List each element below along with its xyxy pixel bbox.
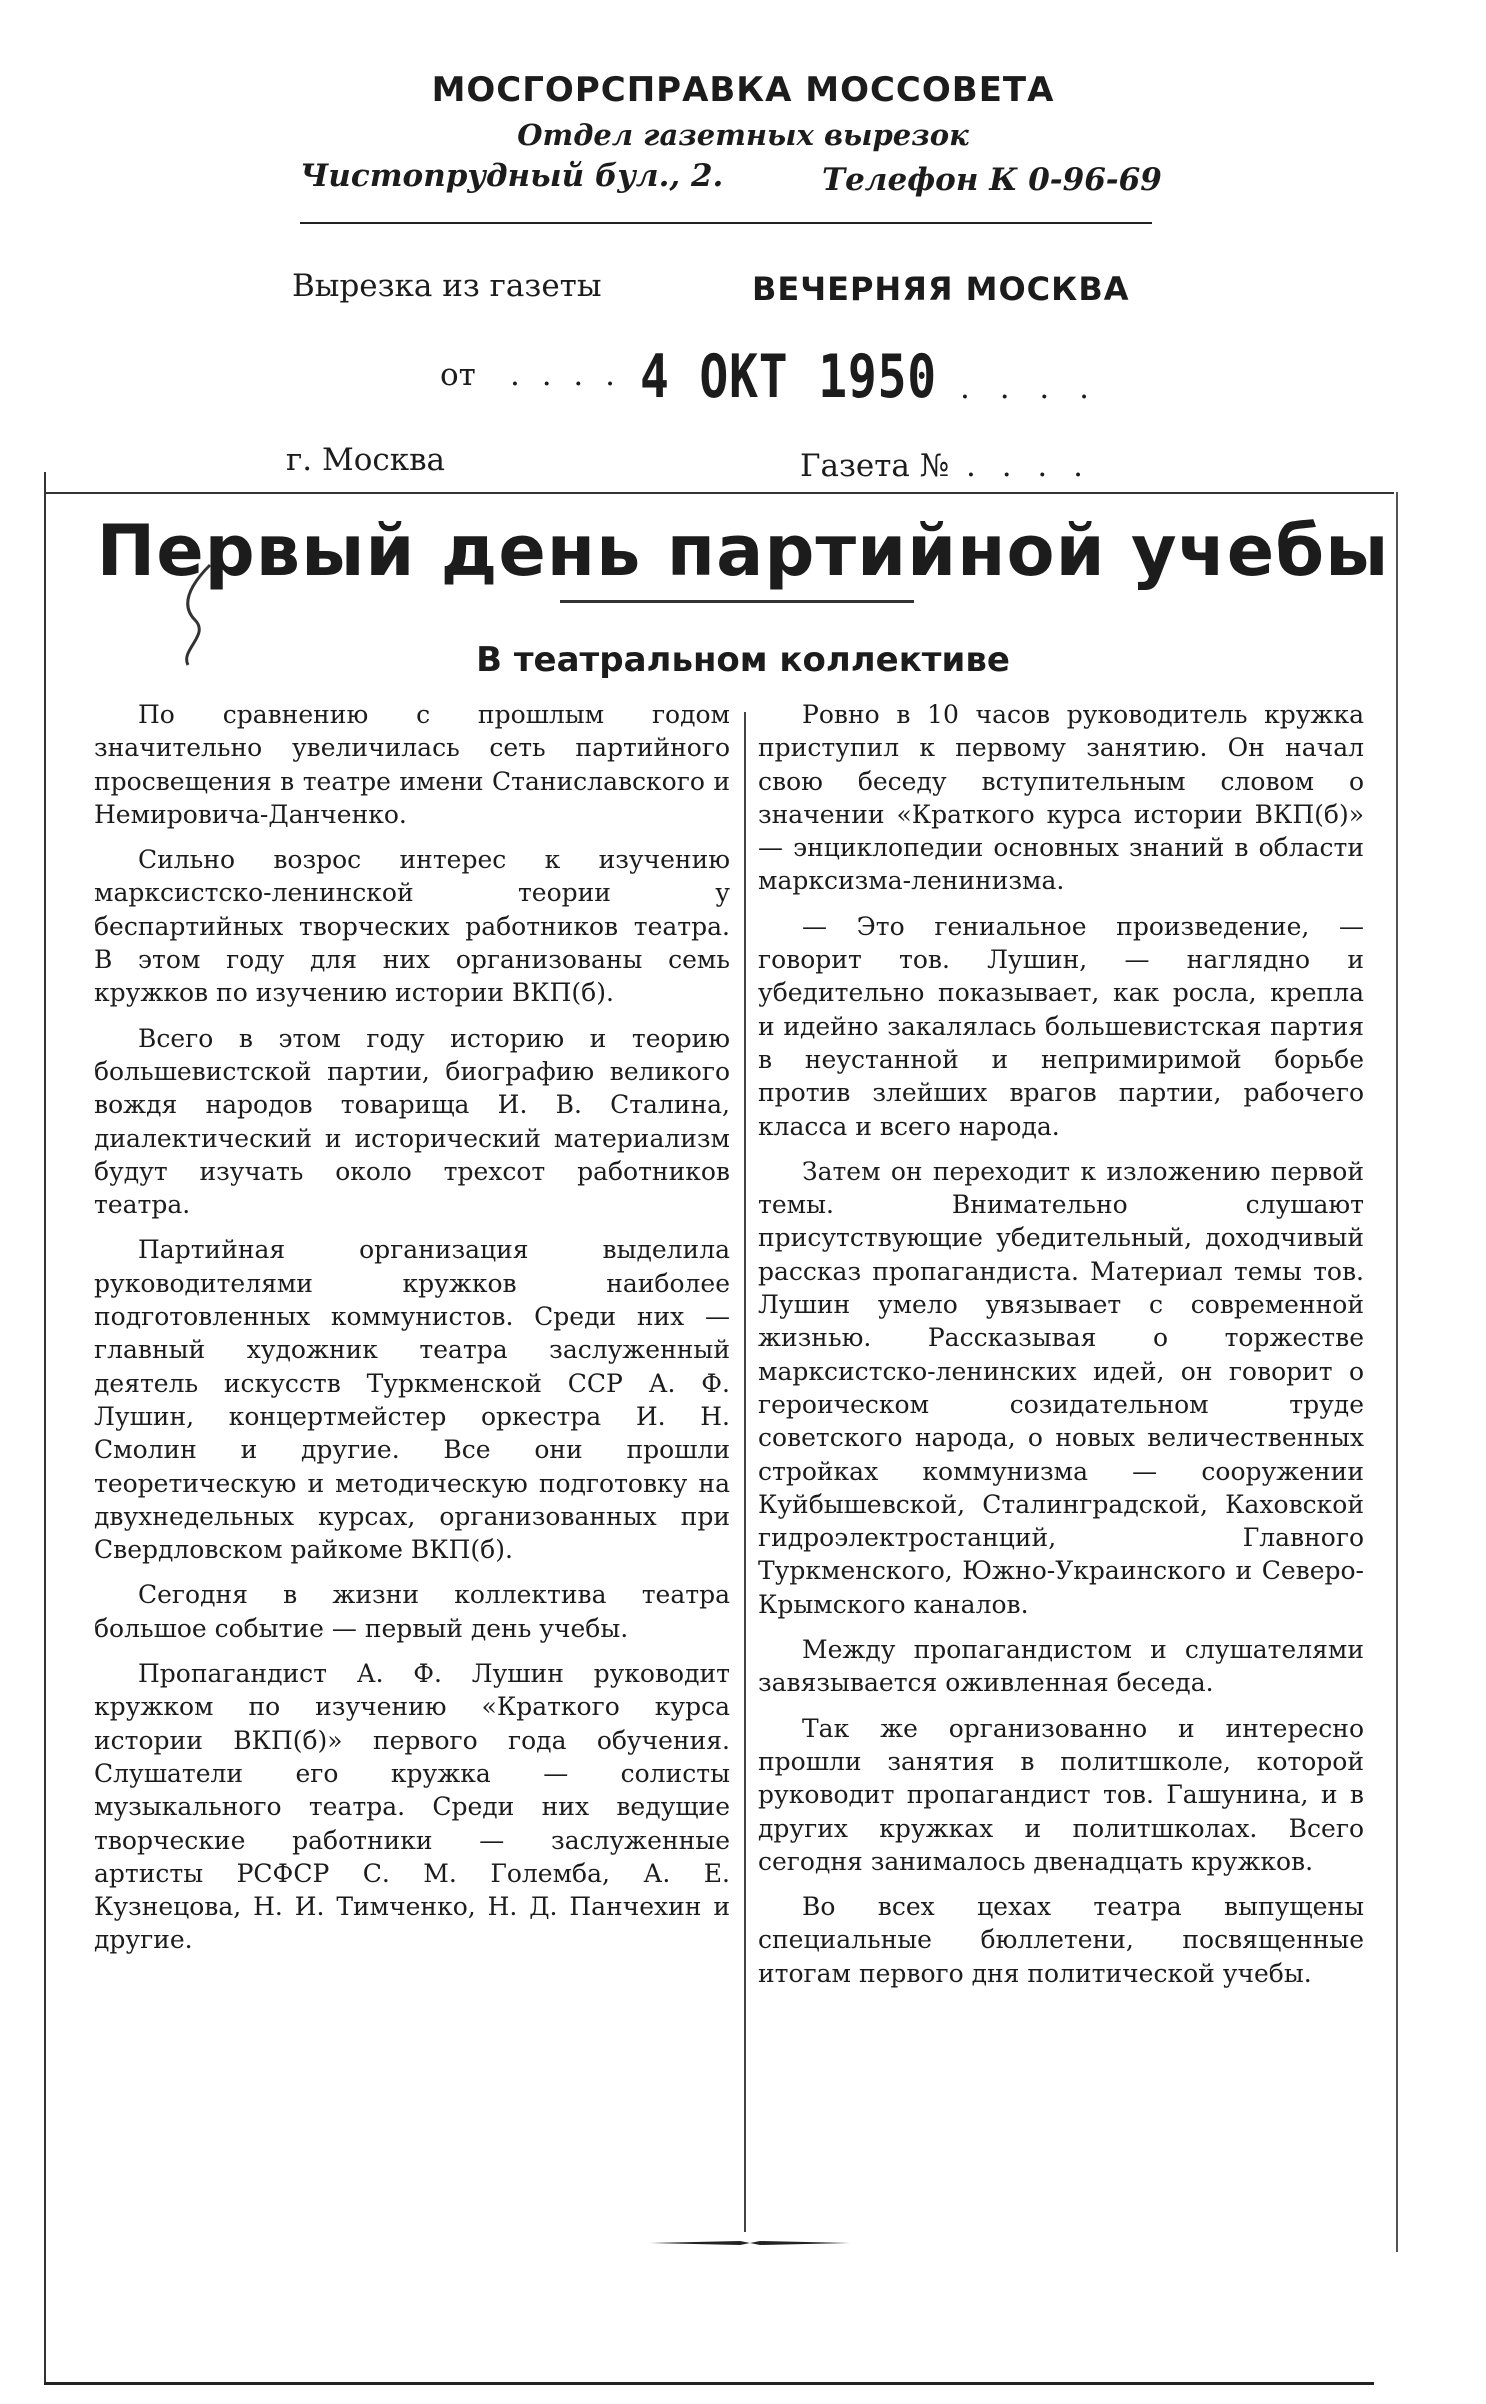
clipping-border-left — [44, 472, 46, 2382]
paragraph: Так же организованно и интересно прошли занятия в политшколе, которой руководит пропагандист тов. Гашунина, и в других кружках и политшколах. Всего сегодня занималось двенадцать кружков. — [758, 1713, 1364, 1876]
paragraph: Партийная организация выделила руководителями кружков наиболее подготовленных коммунистов. Среди них — главный художник театра заслуженный деятель искусств Туркменской ССР А. Ф. Лушин, концертмейстер оркестра И. Н. Смолин и другие. Все они прошли теоретическую и методическую подготовку на двухнедельных курсах, организованных при Свердловском райкоме ВКП(б). — [94, 1235, 730, 1565]
city-label: г. Москва — [286, 442, 446, 478]
from-label: от — [440, 357, 476, 393]
phone: Телефон К 0-96-69 — [822, 162, 1162, 198]
headline-underline — [560, 600, 914, 603]
dotted-fill: . . . . — [960, 370, 1099, 406]
paragraph: Сегодня в жизни коллектива театра большое событие — первый день учебы. — [94, 1580, 730, 1643]
clipping-border-right — [1396, 492, 1398, 2252]
right-column — [758, 698, 1364, 2002]
address: Чистопрудный бул., 2. — [300, 158, 724, 194]
header-rule — [300, 222, 1152, 224]
paragraph: Всего в этом году историю и теорию большевистской партии, биографию великого вождя народов товарища И. В. Сталина, диалектический и исторический материализм будут изучать около трехсот работников театра. — [94, 1023, 730, 1220]
newspaper-name: ВЕЧЕРНЯЯ МОСКВА — [752, 270, 1130, 308]
end-ornament-icon — [650, 2240, 850, 2246]
paragraph: По сравнению с прошлым годом значительно увеличилась сеть партийного просвещения в театре имени Станиславского и Немировича-Данченко. — [94, 700, 730, 829]
paragraph: — Это гениальное произведение, — говорит тов. Лушин, — наглядно и убедительно показывает, как росла, крепла и идейно закалялась большевистская партия в неустанной и непримиримой борьбе против злейших врагов партии, рабочего класса и всего народа. — [758, 911, 1364, 1141]
dotted-fill: . . . . — [510, 357, 621, 393]
column-divider — [744, 712, 746, 2232]
issue-label: Газета № — [800, 448, 950, 484]
clipping-border-bottom — [44, 2382, 1374, 2385]
agency-title: МОСГОРСПРАВКА МОССОВЕТА — [431, 70, 1055, 110]
dotted-fill: . . . . — [966, 448, 1091, 484]
paragraph: Во всех цехах театра выпущены специальные бюллетени, посвященные итогам первого дня политической учебы. — [758, 1892, 1364, 1988]
paragraph: Сильно возрос интерес к изучению марксистско-ленинской теории у беспартийных творческих работников театра. В этом году для них организованы семь кружков по изучению истории ВКП(б). — [94, 845, 730, 1008]
left-column — [94, 698, 730, 1969]
paragraph: Ровно в 10 часов руководитель кружка приступил к первому занятию. Он начал свою беседу вступительным словом о значении «Краткого курса истории ВКП(б)» — энциклопедии основных знаний в области марксизма-ленинизма. — [758, 700, 1364, 896]
article-subheadline: В театральном коллективе — [476, 640, 1010, 680]
date-stamp: 4 ОКТ 1950 — [640, 342, 937, 412]
paragraph: Затем он переходит к изложению первой темы. Внимательно слушают присутствующие убедительный, доходчивый рассказ пропагандиста. Материал темы тов. Лушин умело увязывает с современной жизнью. Рассказывая о торжестве марксистско-ленинских идей, он говорит о героическом созидательном труде советского народа, о новых величественных стройках коммунизма — сооружении Куйбышевской, Сталинградской, Каховской гидроэлектростанций, Главного Туркменского, Южно-Украинского и Северо-Крымского каналов. — [758, 1156, 1364, 1619]
paragraph: Пропагандист А. Ф. Лушин руководит кружком по изучению «Краткого курса истории ВКП(б)» первого года обучения. Слушатели его кружка — солисты музыкального театра. Среди них ведущие творческие работники — заслуженные артисты РСФСР С. М. Големба, А. Е. Кузнецова, Н. И. Тимченко, Н. Д. Панчехин и другие. — [94, 1659, 730, 1955]
paragraph: Между пропагандистом и слушателями завязывается оживленная беседа. — [758, 1635, 1364, 1698]
department-name: Отдел газетных вырезок — [517, 118, 969, 152]
clipping-label: Вырезка из газеты — [292, 268, 602, 304]
article-headline: Первый день партийной учебы — [96, 510, 1390, 592]
clipping-border-top — [44, 492, 1394, 494]
